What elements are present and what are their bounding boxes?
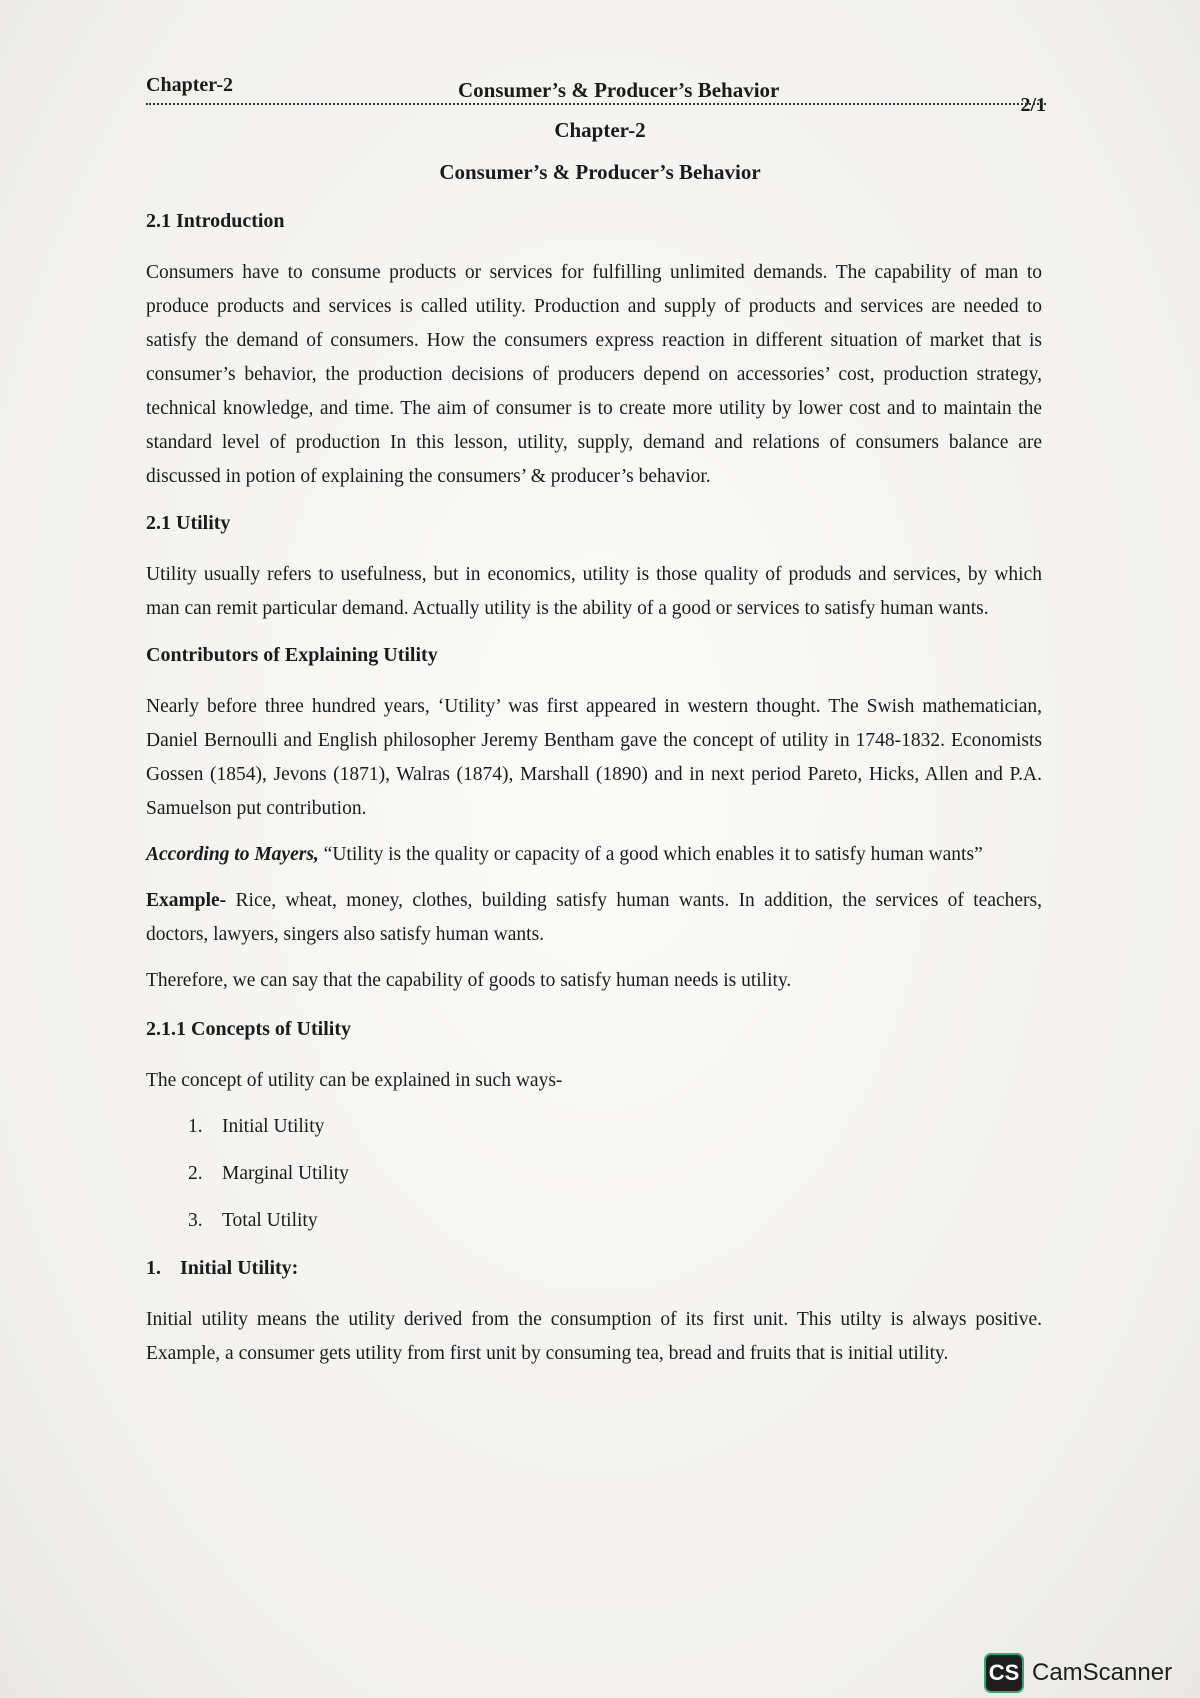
initial-heading-number: 1. bbox=[146, 1257, 161, 1279]
intro-paragraph: Consumers have to consume products or services for fulfilling unlimited demands. The capability of man to produce products and services is called utility. Production and supply of products and services are needed to satisfy the demand of consumers. How the consumers express reaction in different situation of market that is consumer’s behavior, the production decisions of producers depend on accessories’ cost, production strategy, technical knowledge, and time. The aim of consumer is to create more utility by lower cost and to maintain the standard level of production In this lesson, utility, supply, demand and relations of consumers balance are discussed in potion of explaining the consumers’ & producer’s behavior. bbox=[146, 262, 1042, 487]
list-item bbox=[188, 1110, 1042, 1144]
camscanner-name: CamScanner bbox=[1032, 1659, 1173, 1686]
header-title: Consumer’s & Producer’s Behavior bbox=[458, 78, 780, 102]
utility-paragraph: Utility usually refers to usefulness, but in economics, utility is those quality of produds and services, by which man can remit particular demand. Actually utility is the ability of a good or services to satisfy human wants. bbox=[146, 564, 1042, 619]
running-header bbox=[146, 70, 1046, 116]
chapter-title: Chapter-2 bbox=[554, 118, 646, 142]
chapter-subtitle: Consumer’s & Producer’s Behavior bbox=[439, 160, 761, 184]
concepts-list bbox=[146, 1110, 1042, 1238]
list-item bbox=[188, 1157, 1042, 1191]
utility-heading: 2.1 Utility bbox=[146, 512, 231, 534]
header-dotted-rule bbox=[146, 103, 1046, 105]
quote-lead: According to Mayers, bbox=[146, 844, 319, 865]
header-chapter: Chapter-2 bbox=[146, 74, 234, 96]
camscanner-watermark bbox=[984, 1652, 1172, 1694]
list-item-number: 3. bbox=[188, 1210, 203, 1231]
list-item bbox=[188, 1204, 1042, 1238]
list-item-number: 2. bbox=[188, 1163, 203, 1184]
initial-heading-text: Initial Utility: bbox=[180, 1257, 299, 1279]
therefore-paragraph: Therefore, we can say that the capability of goods to satisfy human needs is utility. bbox=[146, 970, 792, 991]
contributors-paragraph: Nearly before three hundred years, ‘Utility’ was first appeared in western thought. The Swish mathematician, Daniel Bernoulli and English philosopher Jeremy Bentham gave the concept of utility in 1748-1832. Economists Gossen (1854), Jevons (1871), Walras (1874), Marshall (1890) and in next period Pareto, Hicks, Allen and P.A. Samuelson put contribution. bbox=[146, 696, 1042, 819]
intro-heading: 2.1 Introduction bbox=[146, 210, 285, 232]
concepts-heading: 2.1.1 Concepts of Utility bbox=[146, 1018, 351, 1040]
initial-utility-heading bbox=[146, 1251, 1042, 1285]
header-page-number: 2/1 bbox=[1020, 94, 1046, 116]
concepts-intro: The concept of utility can be explained in such ways- bbox=[146, 1070, 563, 1091]
camscanner-logo-icon: CS bbox=[984, 1653, 1024, 1693]
quote-text: “Utility is the quality or capacity of a good which enables it to satisfy human wants” bbox=[318, 844, 983, 865]
example-paragraph bbox=[146, 884, 1042, 952]
list-item-label: Initial Utility bbox=[222, 1116, 325, 1137]
list-item-label: Total Utility bbox=[222, 1210, 318, 1231]
list-item-number: 1. bbox=[188, 1116, 203, 1137]
document-body bbox=[146, 204, 1042, 1383]
list-item-label: Marginal Utility bbox=[222, 1163, 349, 1184]
initial-utility-paragraph: Initial utility means the utility derived from the consumption of its first unit. This utilty is always positive. Example, a consumer gets utility from first unit by consuming tea, bread and fruits that is initial utility. bbox=[146, 1309, 1042, 1364]
example-text: Rice, wheat, money, clothes, building satisfy human wants. In addition, the services of teachers, doctors, lawyers, singers also satisfy human wants. bbox=[146, 890, 1042, 945]
example-lead: Example- bbox=[146, 890, 227, 911]
mayers-quote bbox=[146, 838, 1042, 872]
contributors-heading: Contributors of Explaining Utility bbox=[146, 644, 438, 666]
